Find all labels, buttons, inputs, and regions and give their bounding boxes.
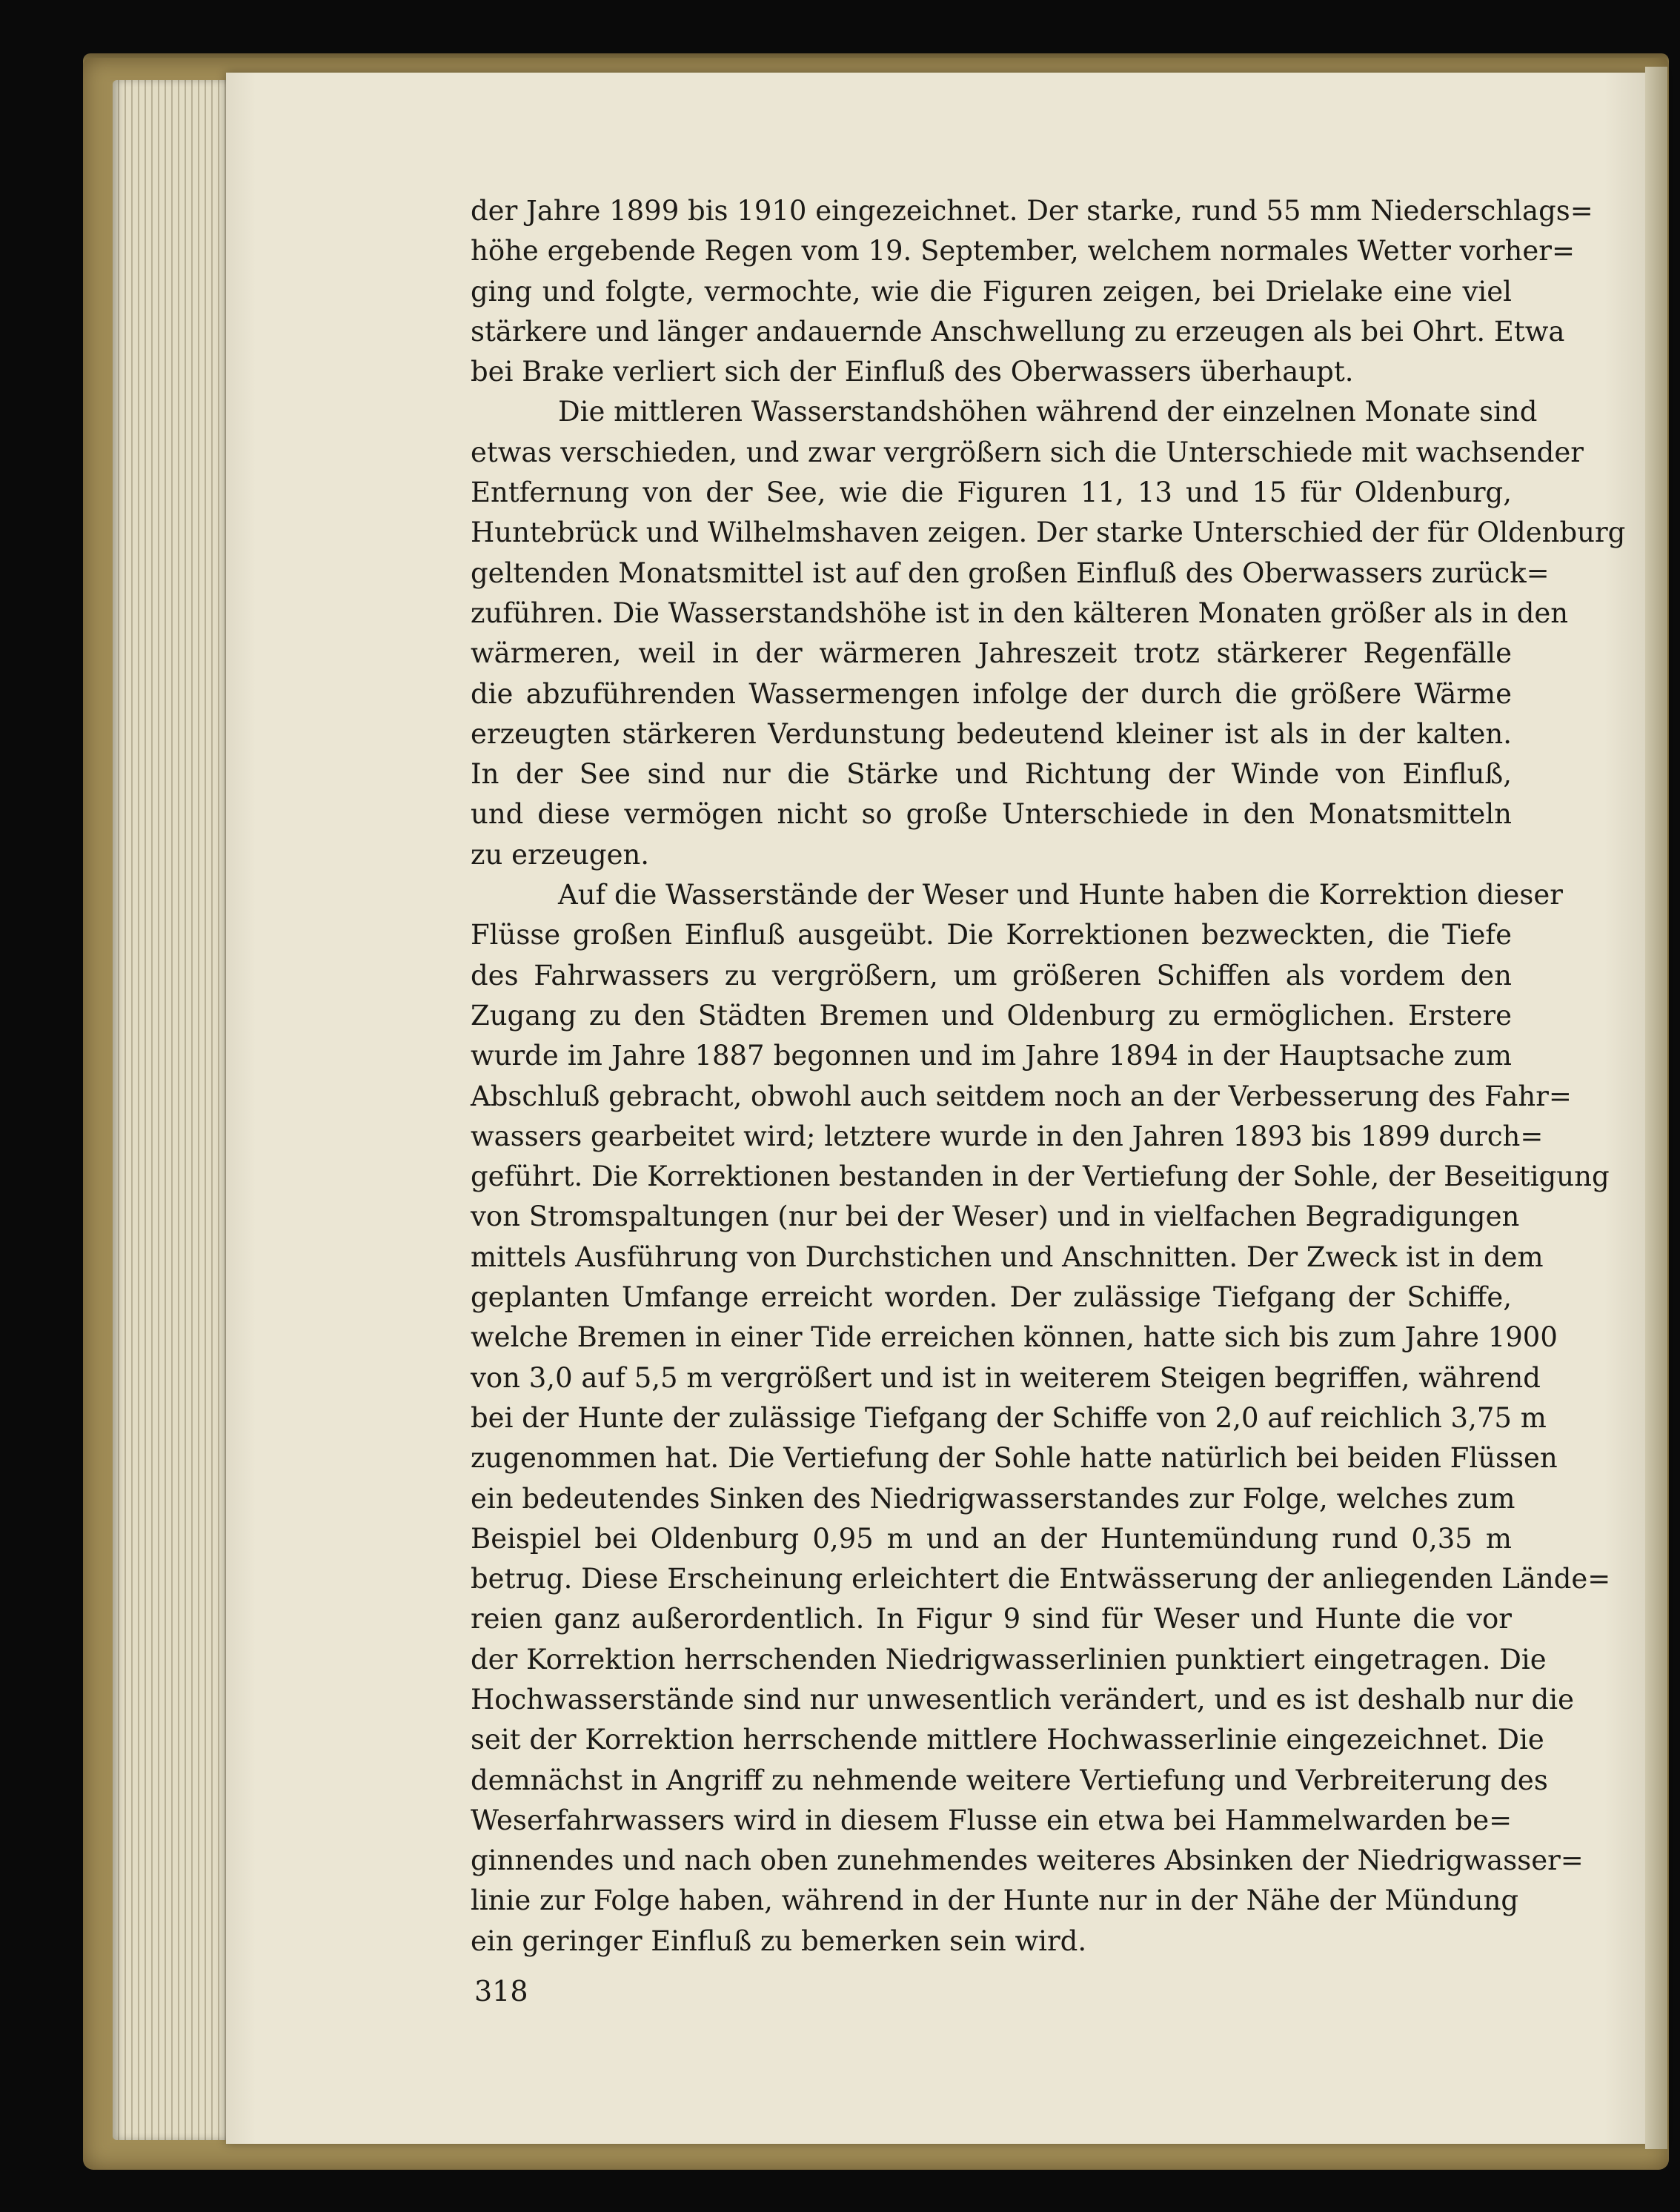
text-line: In der See sind nur die Stärke und Richtung der Winde von Einfluß, [471,758,1512,791]
text-line: etwas verschieden, und zwar vergrößern sich die Unterschiede mit wachsender [471,436,1584,468]
right-page-edge [1645,67,1667,2149]
text-line: der Korrektion herrschenden Niedrigwasserlinien punktiert eingetragen. Die [471,1643,1547,1675]
text-line: demnächst in Angriff zu nehmende weitere Vertiefung und Verbreiterung des [471,1764,1548,1796]
text-line: geltenden Monatsmittel ist auf den großen Einfluß des Oberwassers zurück= [471,557,1550,589]
text-line: wärmeren, weil in der wärmeren Jahreszeit trotz stärkerer Regenfälle [471,637,1512,670]
text-line: Zugang zu den Städten Bremen und Oldenburg zu ermöglichen. Erstere [471,999,1512,1032]
text-line: Beispiel bei Oldenburg 0,95 m und an der Huntemündung rund 0,35 m [471,1522,1512,1555]
text-line: von Stromspaltungen (nur bei der Weser) und in vielfachen Begradigungen [471,1200,1520,1233]
text-line: Auf die Wasserstände der Weser und Hunte haben die Korrektion dieser [558,879,1563,911]
text-line: der Jahre 1899 bis 1910 eingezeichnet. Der starke, rund 55 mm Niederschlags= [471,195,1593,227]
text-line: erzeugten stärkeren Verdunstung bedeutend kleiner ist als in der kalten. [471,717,1512,750]
text-line: Hochwasserstände sind nur unwesentlich verändert, und es ist deshalb nur die [471,1683,1574,1716]
body-text [471,191,1626,1962]
text-line: Weserfahrwassers wird in diesem Flusse ein etwa bei Hammelwarden be= [471,1804,1513,1836]
text-line: wassers gearbeitet wird; letztere wurde in den Jahren 1893 bis 1899 durch= [471,1120,1544,1152]
paragraph-3 [471,875,1611,1962]
text-line: Flüsse großen Einfluß ausgeübt. Die Korrektionen bezweckten, die Tiefe [471,919,1512,951]
text-line: wurde im Jahre 1887 begonnen und im Jahre 1894 in der Hauptsache zum [471,1040,1512,1072]
text-line: von 3,0 auf 5,5 m vergrößert und ist in weiterem Steigen begriffen, während [471,1361,1541,1394]
text-line: geplanten Umfange erreicht worden. Der zulässige Tiefgang der Schiffe, [471,1281,1512,1314]
text-line: ging und folgte, vermochte, wie die Figuren zeigen, bei Drielake eine viel [471,275,1512,308]
paragraph-2 [471,392,1626,875]
text-line: zugenommen hat. Die Vertiefung der Sohle hatte natürlich bei beiden Flüssen [471,1442,1558,1475]
text-line: des Fahrwassers zu vergrößern, um größeren Schiffen als vordem den [471,959,1512,992]
text-line: zuführen. Die Wasserstandshöhe ist in den kälteren Monaten größer als in den [471,597,1569,629]
text-line: ein bedeutendes Sinken des Niedrigwasserstandes zur Folge, welches zum [471,1482,1515,1515]
text-line: linie zur Folge haben, während in der Hunte nur in der Nähe der Mündung [471,1884,1519,1917]
page-number: 318 [474,1975,528,2007]
text-line: mittels Ausführung von Durchstichen und Anschnitten. Der Zweck ist in dem [471,1240,1544,1273]
text-line: die abzuführenden Wassermengen infolge der durch die größere Wärme [471,677,1512,710]
text-line: betrug. Diese Erscheinung erleichtert die Entwässerung der anliegenden Lände= [471,1563,1611,1595]
text-line: Die mittleren Wasserstandshöhen während der einzelnen Monate sind [558,396,1538,428]
paragraph-1 [471,191,1593,392]
text-line: welche Bremen in einer Tide erreichen können, hatte sich bis zum Jahre 1900 [471,1321,1558,1354]
text-line: seit der Korrektion herrschende mittlere Hochwasserlinie eingezeichnet. Die [471,1724,1544,1756]
text-line: stärkere und länger andauernde Anschwellung zu erzeugen als bei Ohrt. Etwa [471,315,1565,348]
text-line: zu erzeugen. [471,838,650,871]
text-line: Huntebrück und Wilhelmshaven zeigen. Der starke Unterschied der für Oldenburg [471,517,1626,549]
text-line: Abschluß gebracht, obwohl auch seitdem noch an der Verbesserung des Fahr= [471,1080,1572,1112]
text-line: ein geringer Einfluß zu bemerken sein wird. [471,1924,1087,1957]
text-line: reien ganz außerordentlich. In Figur 9 sind für Weser und Hunte die vor [471,1603,1512,1635]
page-stack-edges [113,80,235,2140]
text-line: Entfernung von der See, wie die Figuren 11, 13 und 15 für Oldenburg, [471,476,1512,509]
text-line: geführt. Die Korrektionen bestanden in der Vertiefung der Sohle, der Beseitigung [471,1160,1610,1193]
text-line: höhe ergebende Regen vom 19. September, welchem normales Wetter vorher= [471,235,1575,268]
text-line: bei der Hunte der zulässige Tiefgang der Schiffe von 2,0 auf reichlich 3,75 m [471,1401,1547,1434]
text-line: ginnendes und nach oben zunehmendes weiteres Absinken der Niedrigwasser= [471,1844,1584,1877]
text-line: und diese vermögen nicht so große Unterschiede in den Monatsmitteln [471,798,1512,831]
text-line: bei Brake verliert sich der Einfluß des Oberwassers überhaupt. [471,356,1354,388]
